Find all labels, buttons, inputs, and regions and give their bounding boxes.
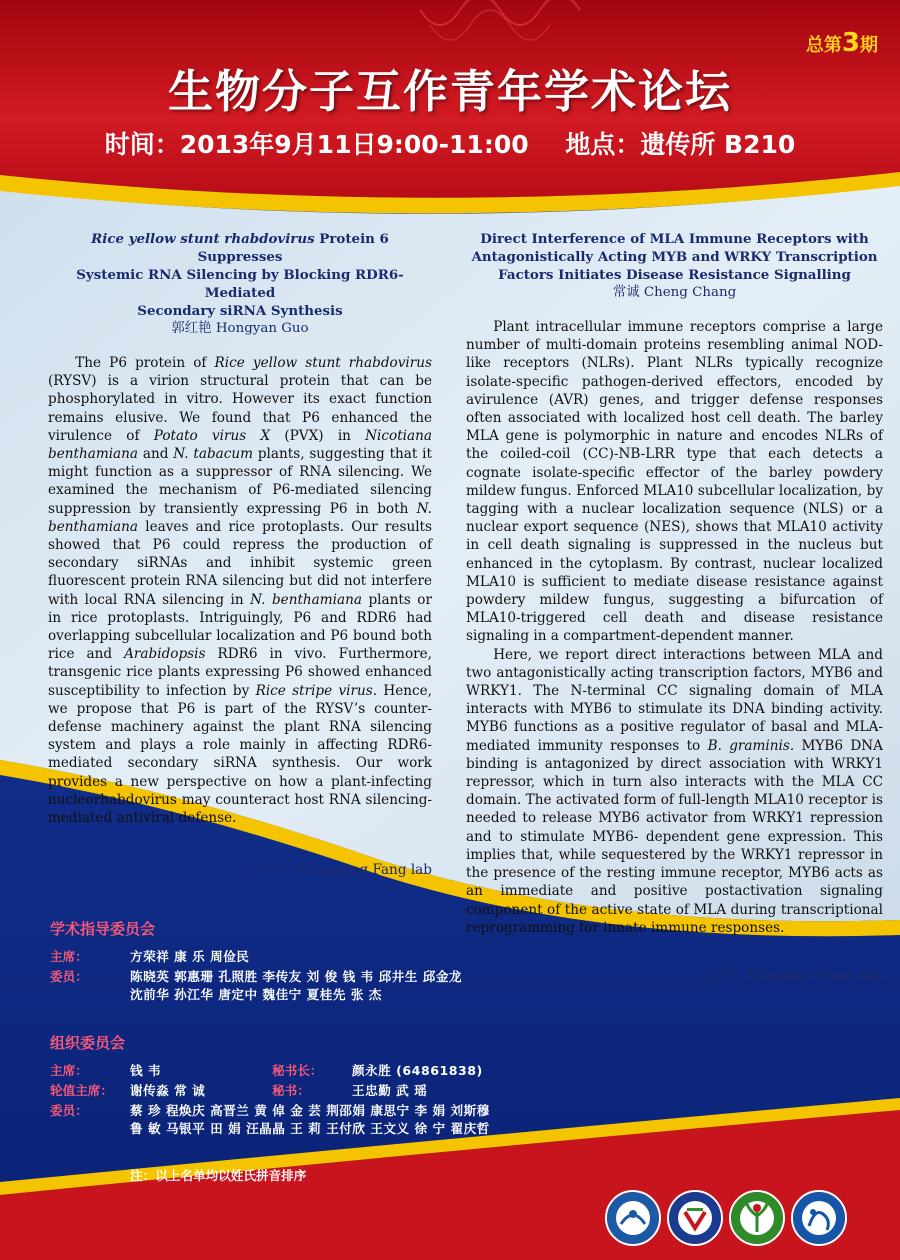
organizing-committee-heading: 组织委员会 <box>50 1034 126 1052</box>
talk-1-lab: 方荣祥 Rongxiang Fang lab <box>245 862 432 879</box>
institute-logo-2-icon <box>667 1190 723 1246</box>
academic-committee-heading: 学术指导委员会 <box>50 920 156 938</box>
issue-number: 总第3期 <box>805 28 878 58</box>
academic-members-line-1: 陈晓英 郭惠珊 孔照胜 李传友 刘 俊 钱 韦 邱井生 邱金龙 <box>130 969 463 984</box>
academic-committee <box>50 918 670 1008</box>
organizing-members-line-1: 蔡 珍 程焕庆 高晋兰 黄 倬 金 芸 荆邵娟 康思宁 李 娟 刘斯穆 <box>130 1103 490 1118</box>
talk-2-lab: 沈前华 Qianhua Shen lab <box>698 967 883 984</box>
organizing-members-label: 委员： <box>50 1103 88 1118</box>
talk-1-title: Rice yellow stunt rhabdovirus Protein 6 Suppresses Systemic RNA Silencing by Blocking RDR6-Mediated Secondary siRNA Synthesis <box>76 231 404 319</box>
institute-logos <box>605 1190 845 1246</box>
organizing-chair: 钱 韦 <box>130 1063 162 1078</box>
talk-2-speaker: 常诚 Cheng Chang <box>612 285 737 300</box>
talk-2-paragraph-2: Here, we report direct interactions between MLA and two antagonistically acting transcription factors, MYB6 and WRKY1. The N-terminal CC signaling domain of MLA interacts with MYB6 to stimulate its DNA binding activity. MYB6 functions as a positive regulator of basal and MLA-mediated immunity responses to B. graminis. MYB6 DNA binding is antagonized by direct association with WRKY1 repressor, which in turn also interacts with the MLA CC domain. The activated form of full-length MLA10 receptor is needed to release MYB6 activator from WRKY1 repression and to stimulate MYB6- dependent gene expression. This implies that, while sequestered by the WRKY1 repressor in the presence of the resting immune receptor, MYB6 acts as an immediate and positive postactivation signaling component of the active state of MLA during transcriptional reprogramming for innate immune responses. <box>466 646 883 936</box>
talk-1-speaker: 郭红艳 Hongyan Guo <box>171 321 309 336</box>
talk-2-title: Direct Interference of MLA Immune Receptors with Antagonistically Acting MYB and WRKY Transcription Factors Initiates Disease Resistance Signalling <box>471 231 878 283</box>
institute-logo-1-icon <box>605 1190 661 1246</box>
event-place: 地点：遗传所 B210 <box>565 130 796 159</box>
rotating-chairs: 谢传淼 常 诚 <box>130 1083 206 1098</box>
secretary-general-label: 秘书长： <box>272 1063 323 1078</box>
institute-logo-3-icon <box>729 1190 785 1246</box>
talk-1 <box>48 230 432 879</box>
secretaries: 王忠勤 武 瑶 <box>352 1083 428 1098</box>
academic-chair-label: 主席： <box>50 949 88 964</box>
ordering-note: 注：以上名单均以姓氏拼音排序 <box>130 1168 307 1183</box>
time-place <box>0 125 900 161</box>
talk-2-abstract <box>466 318 883 937</box>
academic-members-line-2: 沈前华 孙江华 唐定中 魏佳宁 夏桂先 张 杰 <box>130 987 382 1002</box>
rotating-chair-label: 轮值主席： <box>50 1083 113 1098</box>
talk-2-paragraph-1: Plant intracellular immune receptors comprise a large number of multi-domain proteins resembling animal NOD-like receptors (NLRs). Plant NLRs typically recognize isolate-specific pathogen-derived effectors, encoded by avirulence (AVR) genes, and trigger defense responses often associated with localized host cell death. The barley MLA gene is polymorphic in nature and encodes NLRs of the coiled-coil (CC)-NB-LRR type that each detects a cognate isolate-specific effector of the barley powdery mildew fungus. Enforced MLA10 subcellular localization, by tagging with a nuclear localization sequence (NLS) or a nuclear export sequence (NES), shows that MLA10 activity in cell death signaling is suppressed in the nucleus but enhanced in the cytoplasm. By contrast, nuclear localized MLA10 is sufficient to mediate disease resistance against powdery mildew fungus, suggesting a bifurcation of MLA10-triggered cell death and disease resistance signaling in a compartment-dependent manner. <box>466 319 883 645</box>
secretary-label: 秘书： <box>272 1083 310 1098</box>
forum-title: 生物分子互作青年学术论坛 <box>167 65 732 118</box>
institute-logo-4-icon <box>791 1190 847 1246</box>
talk-1-abstract: The P6 protein of Rice yellow stunt rhabdovirus (RYSV) is a virion structural protein that can be phosphorylated in vitro. However its exact function remains elusive. We found that P6 enhanced the virulence of Potato virus X (PVX) in Nicotiana benthamiana and N. tabacum plants, suggesting that it might function as a suppressor of RNA silencing. We examined the mechanism of P6-mediated silencing suppression by transiently expressing P6 in both N. benthamiana leaves and rice protoplasts. Our results showed that P6 could repress the production of secondary siRNAs and inhibit systemic green fluorescent protein RNA silencing but did not interfere with local RNA silencing in N. benthamiana plants or in rice protoplasts. Intriguingly, P6 and RDR6 had overlapping subcellular localization and P6 bound both rice and Arabidopsis RDR6 in vivo. Furthermore, transgenic rice plants expressing P6 showed enhanced susceptibility to infection by Rice stripe virus. Hence, we propose that P6 is part of the RYSV’s counter-defense machinery against the plant RNA silencing system and plays a role mainly in affecting RDR6-mediated secondary siRNA synthesis. Our work provides a new perspective on how a plant-infecting nucleorhabdovirus may counteract host RNA silencing-mediated antiviral defense. <box>48 355 433 827</box>
academic-chairs: 方荣祥 康 乐 周俭民 <box>130 949 250 964</box>
talk-2 <box>466 230 883 985</box>
organizing-members-line-2: 鲁 敏 马银平 田 娟 汪晶晶 王 莉 王付欣 王文义 徐 宁 翟庆哲 <box>130 1121 490 1136</box>
organizing-chair-label: 主席： <box>50 1063 88 1078</box>
organizing-committee <box>50 1032 750 1142</box>
event-time: 时间：2013年9月11日9:00-11:00 <box>104 130 529 159</box>
academic-members-label: 委员： <box>50 969 88 984</box>
secretary-general: 颜永胜 (64861838) <box>352 1063 483 1078</box>
